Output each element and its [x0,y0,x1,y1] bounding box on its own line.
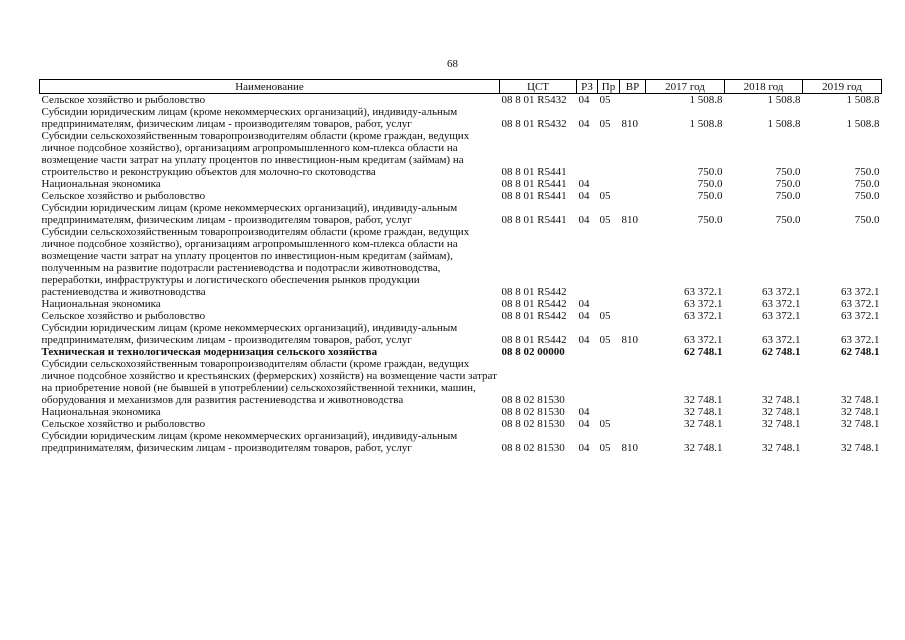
table-row [40,430,882,454]
cell-2019: 1 508.8 [846,94,880,106]
cell-2018: 63 372.1 [762,310,801,322]
cell-2017: 32 748.1 [684,406,723,418]
cell-2019: 750.0 [854,178,880,190]
cell-name: Субсидии юридическим лицам (кроме некоммерческих организаций), индивиду-альным предпринимателям, физическим лицам - производителям товаров, работ, услуг [41,106,458,130]
cell-2017: 750.0 [697,178,723,190]
cell-2018: 32 748.1 [762,406,801,418]
cell-cst: 08 8 01 R5442 [501,310,567,322]
cell-2019: 62 748.1 [841,346,880,358]
header-vr: ВР [620,80,646,94]
cell-cst: 08 8 01 R5432 [501,94,567,106]
cell-cst: 08 8 01 R5441 [501,166,567,178]
cell-vr: 810 [621,334,638,346]
cell-name: Субсидии юридическим лицам (кроме некоммерческих организаций), индивиду-альным предпринимателям, физическим лицам - производителям товаров, работ, услуг [41,322,458,346]
cell-2017: 750.0 [697,214,723,226]
cell-pr: 05 [599,118,611,130]
cell-vr [620,226,646,298]
cell-pr [598,298,620,310]
cell-name: Субсидии юридическим лицам (кроме некоммерческих организаций), индивиду-альным предпринимателям, физическим лицам - производителям товаров, работ, услуг [41,430,458,454]
cell-vr: 810 [621,118,638,130]
cell-cst: 08 8 02 81530 [501,442,565,454]
table-row [40,298,882,310]
header-2017: 2017 год [646,80,725,94]
cell-2019: 63 372.1 [841,310,880,322]
table-row [40,190,882,202]
cell-2018: 32 748.1 [762,418,801,430]
cell-name: Субсидии юридическим лицам (кроме некоммерческих организаций), индивиду-альным предпринимателям, физическим лицам - производителям товаров, работ, услуг [41,202,458,226]
table-row [40,226,882,298]
table-row [40,130,882,178]
cell-vr [620,178,646,190]
cell-2019: 32 748.1 [841,394,880,406]
cell-name: Сельское хозяйство и рыболовство [41,310,206,322]
cell-vr: 810 [621,214,638,226]
table-row [40,322,882,346]
table-row [40,418,882,430]
cell-2017: 1 508.8 [689,94,723,106]
cell-name: Сельское хозяйство и рыболовство [41,418,206,430]
cell-cst: 08 8 01 R5442 [501,334,567,346]
cell-cst: 08 8 01 R5442 [501,286,567,298]
cell-2019: 1 508.8 [846,118,880,130]
cell-pr [598,358,620,406]
cell-rz: 04 [578,190,590,202]
cell-vr [620,358,646,406]
cell-rz: 04 [578,418,590,430]
cell-2017: 1 508.8 [689,118,723,130]
budget-table [39,79,882,454]
cell-name: Субсидии сельскохозяйственным товаропроизводителям области (кроме граждан, ведущих личное подсобное хозяйство), организациям агропромышленного ком-плекса области на возмещение части затрат на уплату процентов по инвестицион-ным кредитам (займам), полученным на развитие подотрасли растениеводства и подотрасли животноводства, переработки, инфраструктуры и логистического обеспечения рынков продукции растениеводства и животноводства [41,226,470,298]
cell-2018: 63 372.1 [762,334,801,346]
cell-rz: 04 [578,214,590,226]
header-2018: 2018 год [725,80,803,94]
cell-name: Национальная экономика [41,178,161,190]
cell-2017: 63 372.1 [684,334,723,346]
cell-rz: 04 [578,406,590,418]
cell-2018: 750.0 [775,214,801,226]
cell-name: Техническая и технологическая модернизация сельского хозяйства [41,346,378,358]
cell-name: Национальная экономика [41,298,161,310]
cell-rz: 04 [578,310,590,322]
cell-cst: 08 8 01 R5441 [501,178,567,190]
cell-rz: 04 [578,178,590,190]
cell-2017: 750.0 [697,166,723,178]
cell-2018: 32 748.1 [762,442,801,454]
cell-2019: 63 372.1 [841,298,880,310]
cell-rz [577,226,598,298]
page-number: 68 [447,58,458,70]
header-rz: РЗ [577,80,598,94]
cell-2018: 1 508.8 [767,94,801,106]
cell-2017: 63 372.1 [684,298,723,310]
cell-pr [598,406,620,418]
cell-rz [577,358,598,406]
table-body [40,94,882,455]
cell-pr: 05 [599,310,611,322]
cell-pr: 05 [599,418,611,430]
cell-vr [620,310,646,322]
cell-vr [620,406,646,418]
cell-2017: 32 748.1 [684,442,723,454]
cell-2019: 63 372.1 [841,334,880,346]
cell-2018: 750.0 [775,178,801,190]
header-pr: Пр [598,80,620,94]
table-row [40,202,882,226]
cell-cst: 08 8 01 R5442 [501,298,567,310]
cell-pr: 05 [599,442,611,454]
cell-pr [598,130,620,178]
cell-rz [577,346,598,358]
cell-2018: 32 748.1 [762,394,801,406]
cell-2019: 32 748.1 [841,442,880,454]
cell-vr: 810 [621,442,638,454]
cell-2018: 62 748.1 [762,346,801,358]
cell-2018: 1 508.8 [767,118,801,130]
cell-2017: 62 748.1 [684,346,723,358]
cell-vr [620,418,646,430]
cell-2019: 750.0 [854,190,880,202]
cell-2017: 63 372.1 [684,286,723,298]
cell-2017: 63 372.1 [684,310,723,322]
cell-cst: 08 8 02 00000 [501,346,565,358]
table-row [40,106,882,130]
cell-vr [620,130,646,178]
cell-rz [577,130,598,178]
cell-vr [620,94,646,107]
cell-cst: 08 8 02 81530 [501,394,565,406]
cell-2018: 63 372.1 [762,286,801,298]
table-row [40,358,882,406]
table-row [40,310,882,322]
cell-cst: 08 8 01 R5441 [501,214,567,226]
cell-name: Национальная экономика [41,406,161,418]
cell-name: Субсидии сельскохозяйственным товаропроизводителям области (кроме граждан, ведущих личное подсобное хозяйство и крестьянских (фермерских) хозяйств) на возмещение части затрат на приобретение новой (не бывшей в употреблении) сельскохозяйственной техники, машин, оборудования и механизмов для развития растениеводства и животноводства [41,358,497,406]
cell-pr: 05 [599,214,611,226]
header-2019: 2019 год [803,80,882,94]
cell-2017: 32 748.1 [684,418,723,430]
table-header-row [40,80,882,94]
table-row [40,94,882,107]
cell-vr [620,298,646,310]
cell-pr [598,178,620,190]
cell-rz: 04 [578,94,590,106]
cell-pr [598,346,620,358]
cell-cst: 08 8 01 R5441 [501,190,567,202]
cell-pr: 05 [599,334,611,346]
cell-2019: 750.0 [854,166,880,178]
cell-vr [620,346,646,358]
cell-2018: 750.0 [775,166,801,178]
cell-2017: 32 748.1 [684,394,723,406]
cell-name: Субсидии сельскохозяйственным товаропроизводителям области (кроме граждан, ведущих личное подсобное хозяйство), организациям агропромышленного ком-плекса области на возмещение части затрат на уплату процентов по инвестицион-ным кредитам (займам) на строительство и реконструкцию объектов для молочно-го скотоводства [41,130,470,178]
cell-2019: 750.0 [854,214,880,226]
cell-2019: 32 748.1 [841,418,880,430]
cell-vr [620,190,646,202]
cell-rz: 04 [578,442,590,454]
table-row [40,178,882,190]
cell-name: Сельское хозяйство и рыболовство [41,190,206,202]
cell-rz: 04 [578,334,590,346]
cell-rz: 04 [578,118,590,130]
header-cst: ЦСТ [500,80,577,94]
cell-name: Сельское хозяйство и рыболовство [41,94,206,106]
cell-cst: 08 8 02 81530 [501,418,565,430]
cell-2018: 63 372.1 [762,298,801,310]
cell-pr: 05 [599,94,611,106]
cell-cst: 08 8 02 81530 [501,406,565,418]
cell-2019: 32 748.1 [841,406,880,418]
cell-2019: 63 372.1 [841,286,880,298]
table-row [40,346,882,358]
cell-pr [598,226,620,298]
cell-cst: 08 8 01 R5432 [501,118,567,130]
cell-2017: 750.0 [697,190,723,202]
cell-rz: 04 [578,298,590,310]
cell-2018: 750.0 [775,190,801,202]
header-name: Наименование [40,80,500,94]
table-row [40,406,882,418]
cell-pr: 05 [599,190,611,202]
